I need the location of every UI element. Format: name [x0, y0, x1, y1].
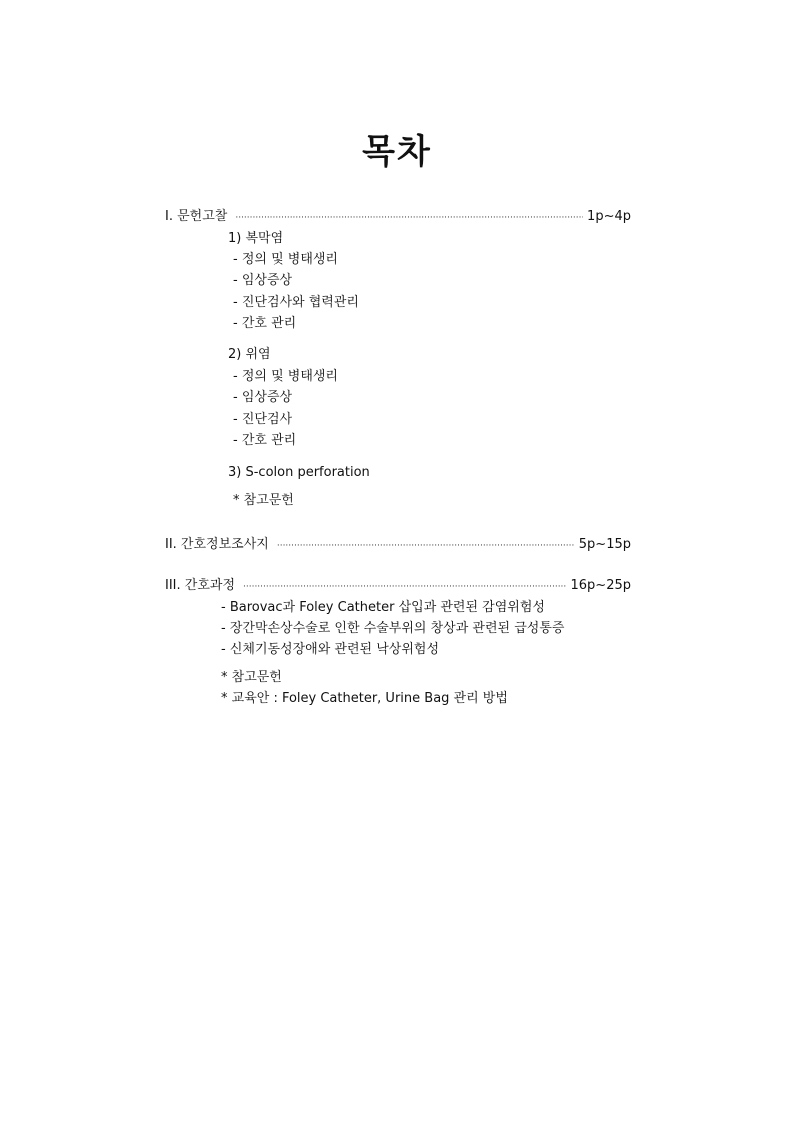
- toc-item[interactable]: - 진단검사: [233, 412, 293, 427]
- toc-education-plan[interactable]: * 교육안 : Foley Catheter, Urine Bag 관리 방법: [221, 691, 508, 706]
- toc-item[interactable]: - 임상증상: [233, 390, 293, 405]
- toc-item[interactable]: - Barovac과 Foley Catheter 삽입과 관련된 감염위험성: [221, 600, 545, 615]
- toc-entry-literature-review[interactable]: [165, 208, 631, 227]
- toc-sub-gastritis[interactable]: 2) 위염: [228, 347, 271, 362]
- page-title: 목차: [362, 132, 432, 172]
- toc-entry-label: II. 간호정보조사지: [165, 537, 269, 552]
- toc-item[interactable]: - 간호 관리: [233, 433, 297, 448]
- leader-dots: [277, 537, 575, 555]
- toc-entry-pages: 16p~25p: [570, 578, 631, 593]
- toc-item[interactable]: - 진단검사와 협력관리: [233, 295, 359, 310]
- toc-references[interactable]: * 참고문헌: [221, 670, 282, 685]
- toc-item[interactable]: - 신체기동성장애와 관련된 낙상위험성: [221, 642, 440, 657]
- toc-entry-nursing-info[interactable]: [165, 536, 631, 555]
- toc-sub-s-colon[interactable]: 3) S-colon perforation: [228, 465, 370, 480]
- toc-item[interactable]: - 임상증상: [233, 273, 293, 288]
- toc-entry-pages: 5p~15p: [578, 537, 631, 552]
- toc-entry-nursing-process[interactable]: [165, 577, 631, 596]
- toc-item[interactable]: - 정의 및 병태생리: [233, 252, 338, 267]
- toc-item[interactable]: - 정의 및 병태생리: [233, 369, 338, 384]
- toc-item[interactable]: - 장간막손상수술로 인한 수술부위의 창상과 관련된 급성통증: [221, 621, 565, 636]
- toc-entry-label: III. 간호과정: [165, 578, 235, 593]
- toc-references[interactable]: * 참고문헌: [233, 493, 294, 508]
- leader-dots: [235, 209, 583, 227]
- leader-dots: [243, 578, 567, 596]
- toc-item[interactable]: - 간호 관리: [233, 316, 297, 331]
- toc-entry-pages: 1p~4p: [587, 209, 631, 224]
- toc-sub-peritonitis[interactable]: 1) 복막염: [228, 231, 284, 246]
- toc-entry-label: Ⅰ. 문헌고찰: [165, 209, 228, 224]
